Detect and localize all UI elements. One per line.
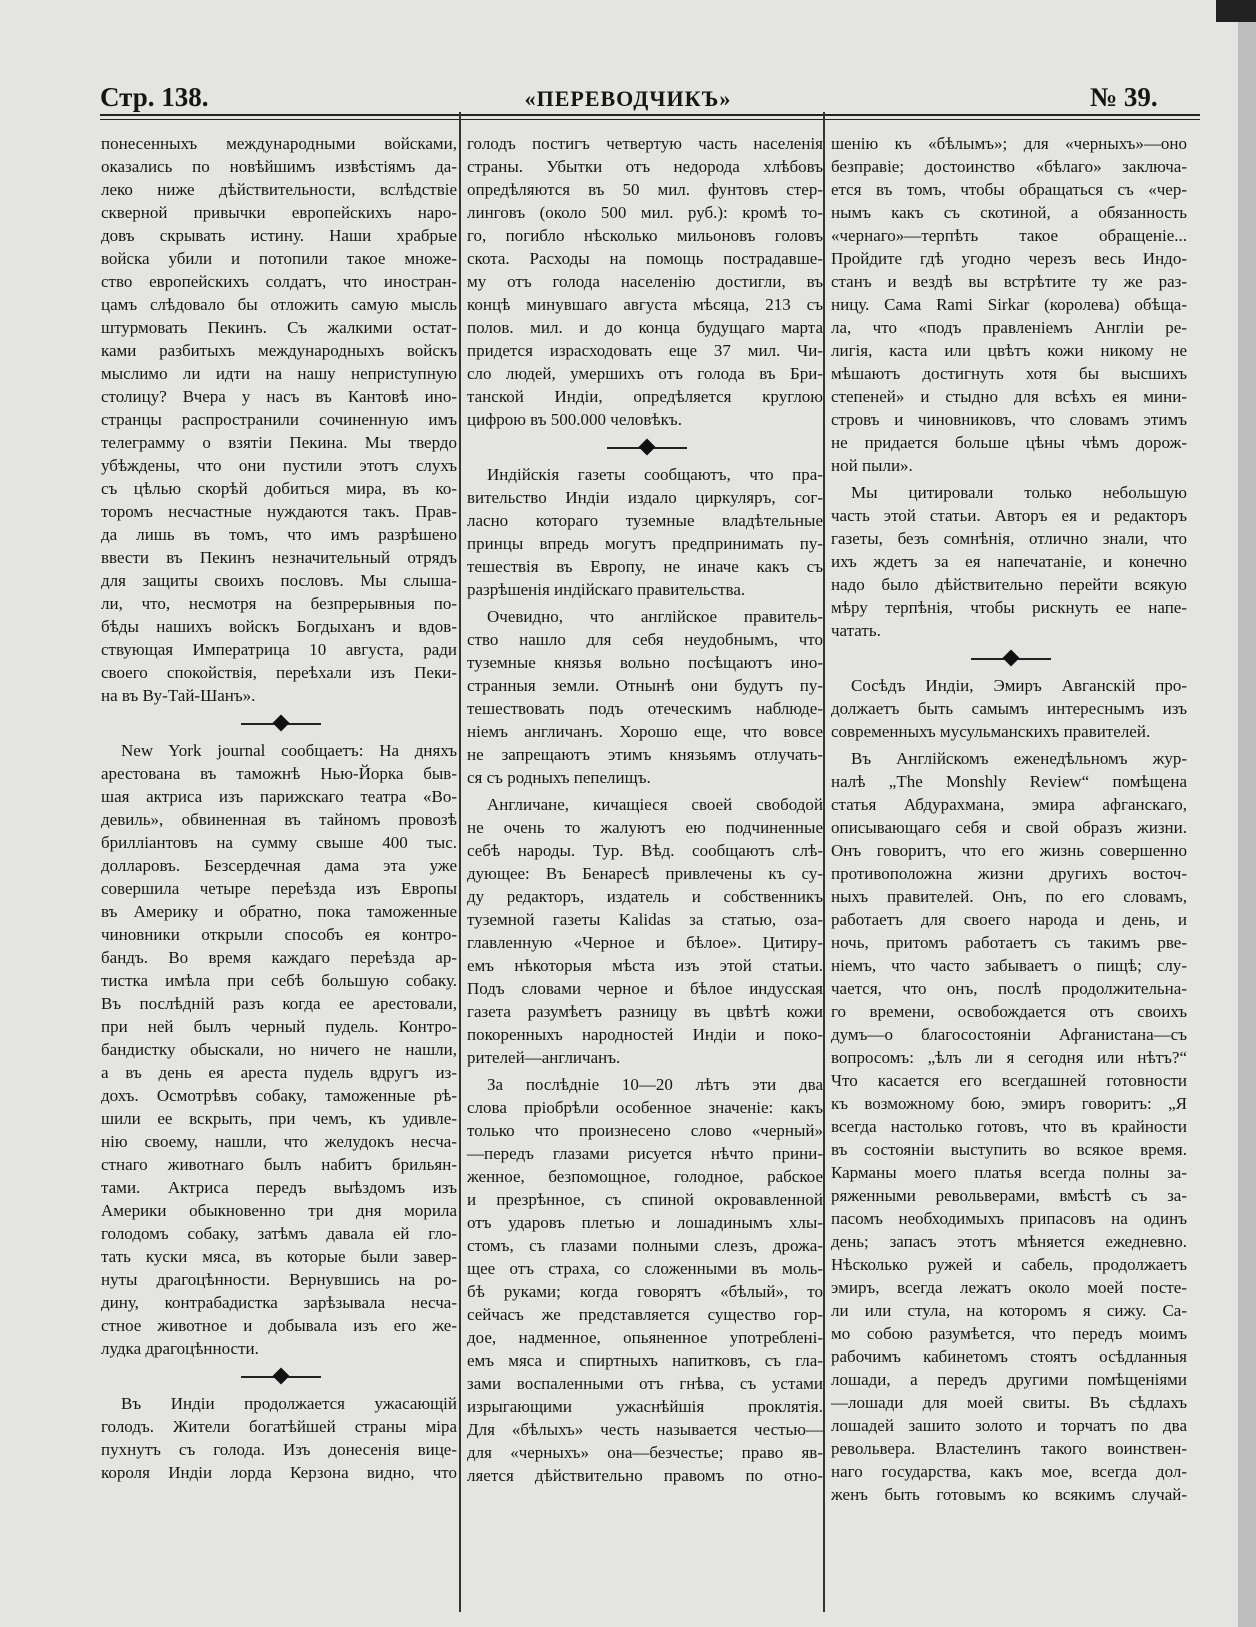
- text-line: ется въ томъ, чтобы обращаться съ «чер-: [831, 180, 1187, 199]
- text-line: эмиръ, всегда лежатъ около моей посте-: [831, 1278, 1187, 1297]
- page-number: Стр. 138.: [100, 82, 209, 112]
- text-line: емъ нѣкоторыя мѣста изъ этой статьи.: [467, 956, 823, 975]
- column-2: [467, 132, 823, 1491]
- text-line: ласно котораго туземные владѣтельные: [467, 511, 823, 530]
- text-line: лудка драгоцѣнности.: [101, 1339, 259, 1358]
- article-separator-ornament: [831, 646, 1187, 672]
- text-line: статья Абдурахмана, эмира афганскаго,: [831, 795, 1187, 814]
- text-line: покоренныхъ народностей Индіи и поко-: [467, 1025, 823, 1044]
- text-line: пасомъ необходимыхъ припасовъ на одинъ: [831, 1209, 1187, 1228]
- text-line: для защиты своихъ пословъ. Мы слыша-: [101, 571, 457, 590]
- text-line: Для «бѣлыхъ» честь называется честью—: [467, 1420, 823, 1439]
- article-separator-ornament: [101, 1364, 457, 1390]
- text-line: стровъ и чиновниковъ, что словамъ этимъ: [831, 410, 1187, 429]
- text-line: оказались по новѣйшимъ извѣстіямъ да-: [101, 157, 457, 176]
- text-line: придется израсходовать еще 37 мил. Чи-: [467, 341, 823, 360]
- issue-number: № 39.: [1090, 82, 1158, 112]
- text-line: бѣды нашихъ войскъ Богдыханъ и вдов-: [101, 617, 457, 636]
- article-paragraph: [831, 481, 1187, 642]
- text-line: съ цѣлью скорѣй добиться мира, въ ко-: [101, 479, 457, 498]
- article-paragraph: [467, 1073, 823, 1487]
- text-line: сейчасъ же представляется существо гор-: [467, 1305, 823, 1324]
- text-line: дохъ. Осмотрѣвъ собаку, таможенные рѣ-: [101, 1086, 457, 1105]
- text-line: —лошади для моей свиты. Въ сѣдлахъ: [831, 1393, 1187, 1412]
- text-line: Въ послѣдній разъ когда ее арестовали,: [101, 994, 457, 1013]
- page-edge: [1238, 0, 1256, 1627]
- column-divider: [459, 112, 461, 1612]
- text-line: безправіе; достоинство «бѣлаго» заключа-: [831, 157, 1187, 176]
- header-rule: [100, 114, 1200, 116]
- text-line: Подъ словами черное и бѣлое индусская: [467, 979, 823, 998]
- text-line: страны. Убытки отъ недорода хлѣбовъ: [467, 157, 823, 176]
- text-line: понесенныхъ международными войсками,: [101, 134, 457, 153]
- text-line: работаетъ для своего народа и день, и: [831, 910, 1187, 929]
- text-line: ство нашло для себя неудобнымъ, что: [467, 630, 823, 649]
- text-line: станъ и вездѣ вы встрѣтите ту же раз-: [831, 272, 1187, 291]
- article-paragraph: [467, 793, 823, 1069]
- text-line: столицу? Вчера у насъ въ Кантовѣ ино-: [101, 387, 457, 406]
- text-line: должаетъ быть самымъ интереснымъ изъ: [831, 699, 1187, 718]
- text-line: тешествія въ Европу, не иначе какъ съ: [467, 557, 823, 576]
- text-line: туземной газеты Kalidas за статью, оза-: [467, 910, 823, 929]
- text-line: довъ скрывать истину. Наши храбрые: [101, 226, 457, 245]
- text-line: войска убили и потопили такое множе-: [101, 249, 457, 268]
- text-line: и презрѣнное, съ спиной окровавленной: [467, 1190, 823, 1209]
- text-line: мѣшаютъ достигнуть хотя бы высшихъ: [831, 364, 1187, 383]
- text-line: го, погибло нѣсколько мильоновъ головъ: [467, 226, 823, 245]
- text-line: главленную «Черное и бѣлое». Цитиру-: [467, 933, 823, 952]
- text-line: зами воспаленными отъ гнѣва, съ устами: [467, 1374, 823, 1393]
- text-line: совершила четыре переѣзда изъ Европы: [101, 879, 457, 898]
- text-line: —передъ глазами рисуется нѣчто прини-: [467, 1144, 823, 1163]
- text-line: ками разбитыхъ международныхъ войскъ: [101, 341, 457, 360]
- text-line: всегда настолько готовъ, что въ крайности: [831, 1117, 1187, 1136]
- text-line: цамъ слѣдовало бы отложить самую мысль: [101, 295, 457, 314]
- text-line: бандистку обыскали, но ничего не нашли,: [101, 1040, 457, 1059]
- text-line: линговъ (около 500 мил. руб.): кромѣ то-: [467, 203, 823, 222]
- text-line: изрыгающими ужаснѣйшія проклятія.: [467, 1397, 823, 1416]
- text-line: газета разумѣетъ разницу въ цвѣтѣ кожи: [467, 1002, 823, 1021]
- text-line: ли или стула, на которомъ я сижу. Са-: [831, 1301, 1187, 1320]
- article-paragraph: [467, 605, 823, 789]
- text-line: Въ Англійскомъ еженедѣльномъ жур-: [851, 749, 1187, 768]
- column-3: [831, 132, 1187, 1510]
- article-paragraph: [101, 1392, 457, 1484]
- column-divider: [823, 112, 825, 1612]
- text-line: на въ Ву-Тай-Шанъ».: [101, 686, 256, 705]
- text-line: наго государства, какъ мое, всегда дол-: [831, 1462, 1187, 1481]
- text-line: ввести въ Пекинъ незначительный отрядъ: [101, 548, 457, 567]
- text-line: Карманы моего платья всегда полны за-: [831, 1163, 1187, 1182]
- text-line: женъ быть готовымъ ко всякимъ случай-: [831, 1485, 1187, 1504]
- text-line: Очевидно, что англійское правитель-: [487, 607, 823, 626]
- text-line: Пройдите гдѣ угодно черезъ весь Индо-: [831, 249, 1187, 268]
- text-line: Индійскія газеты сообщаютъ, что пра-: [487, 465, 823, 484]
- text-line: мѣру терпѣнія, чтобы рискнуть ее напе-: [831, 598, 1187, 617]
- text-line: степеней» и стыдно для всѣхъ ея мини-: [831, 387, 1187, 406]
- article-paragraph: [831, 747, 1187, 1506]
- text-line: полов. мил. и до конца будущаго марта: [467, 318, 823, 337]
- text-line: убѣждены, что они пустили этотъ слухъ: [101, 456, 457, 475]
- text-line: Америки обыкновенно три дня морила: [101, 1201, 457, 1220]
- column-1: [101, 132, 457, 1488]
- text-line: За послѣдніе 10—20 лѣтъ эти два: [487, 1075, 823, 1094]
- text-line: бѣ руками; когда говорятъ «бѣлый», то: [467, 1282, 823, 1301]
- text-line: емъ мяса и спиртныхъ напитковъ, съ гла-: [467, 1351, 823, 1370]
- text-line: стнаго животнаго былъ набитъ брильян-: [101, 1155, 457, 1174]
- text-line: надо было дѣйствительно перейти всякую: [831, 575, 1187, 594]
- text-line: штурмовать Пекинъ. Съ жалкими остат-: [101, 318, 457, 337]
- text-line: своего спокойствія, переѣхали изъ Пеки-: [101, 663, 457, 682]
- text-line: часть этой статьи. Авторъ ея и редакторъ: [831, 506, 1187, 525]
- text-line: да лишь въ томъ, что имъ разрѣшено: [101, 525, 457, 544]
- text-line: цифрою въ 500.000 человѣкъ.: [467, 410, 682, 429]
- article-paragraph: [831, 132, 1187, 477]
- text-line: нію своему, нашли, что желудокъ несча-: [101, 1132, 457, 1151]
- text-line: ряженными револьверами, вмѣстѣ съ за-: [831, 1186, 1187, 1205]
- text-line: для «черныхъ» она—безчестье; право яв-: [467, 1443, 823, 1462]
- text-line: современныхъ мусульманскихъ правителей.: [831, 722, 1151, 741]
- text-line: тами. Актриса передъ выѣздомъ изъ: [101, 1178, 457, 1197]
- text-line: въ Америку и обратно, пока таможенные: [101, 902, 457, 921]
- text-line: дое, надменное, опьяненное употребленi-: [467, 1328, 823, 1347]
- text-line: му отъ голода населенію достигли, въ: [467, 272, 823, 291]
- text-line: короля Индіи лорда Керзона видно, что: [101, 1463, 457, 1482]
- text-line: отъ ударовъ плетью и лошадинымъ хлы-: [467, 1213, 823, 1232]
- text-line: газеты, безъ сомнѣнія, отлично знали, что: [831, 529, 1187, 548]
- text-line: стомъ, съ глазами полными слезъ, дрожа-: [467, 1236, 823, 1255]
- text-line: слова пріобрѣли особенное значеніе: какъ: [467, 1098, 823, 1117]
- text-line: Онъ говоритъ, что его жизнь совершенно: [831, 841, 1187, 860]
- text-line: концѣ минувшаго августа мѣсяца, 213 съ: [467, 295, 823, 314]
- text-line: ихъ ждетъ за ея напечатаніе, и конечно: [831, 552, 1187, 571]
- newspaper-title: «ПЕРЕВОДЧИКЪ»: [524, 86, 732, 111]
- text-line: скверной привычки европейскихъ наро-: [101, 203, 457, 222]
- text-line: шая актриса изъ парижскаго театра «Во-: [101, 787, 457, 806]
- text-line: не очень то жалуютъ ею подчиненные: [467, 818, 823, 837]
- text-line: ночь, притомъ работаетъ съ такимъ рве-: [831, 933, 1187, 952]
- text-line: торомъ несчастные нуждаются такъ. Прав-: [101, 502, 457, 521]
- article-separator-ornament: [467, 435, 823, 461]
- text-line: ли, что, несмотря на безпрерывныя по-: [101, 594, 457, 613]
- text-line: ствующая Императрица 10 августа, ради: [101, 640, 457, 659]
- text-line: «чернаго»—терпѣть такое обращеніе...: [831, 226, 1187, 245]
- text-line: сло людей, умершихъ отъ голода въ Бри-: [467, 364, 823, 383]
- text-line: го времени, освобождается отъ своихъ: [831, 1002, 1187, 1021]
- text-line: рителей—англичанъ.: [467, 1048, 621, 1067]
- text-line: тешествовать подъ отеческимъ наблюде-: [467, 699, 823, 718]
- article-paragraph: [101, 739, 457, 1360]
- text-line: ницу. Сама Rami Sirkar (королева) обѣща-: [831, 295, 1187, 314]
- text-line: голодъ постигъ четвертую часть населенія: [467, 134, 823, 153]
- text-line: девиль», обвиненная въ тайномъ провозѣ: [101, 810, 457, 829]
- text-line: Въ Индіи продолжается ужасающій: [121, 1394, 457, 1413]
- text-line: голодъ. Жители богатѣйшей страны міра: [101, 1417, 457, 1436]
- text-line: рабочимъ кабинетомъ стоятъ осѣдланныя: [831, 1347, 1187, 1366]
- text-line: чается, что онъ, послѣ продолжительна-: [831, 979, 1187, 998]
- text-line: ляется дѣйствительно правомъ по отно-: [467, 1466, 823, 1485]
- text-line: тистка имѣла при себѣ большую собаку.: [101, 971, 457, 990]
- text-line: New York journal сообщаетъ: На дняхъ: [121, 741, 457, 760]
- text-line: чиновники открыли способъ ея контро-: [101, 925, 457, 944]
- text-line: телеграмму о взятіи Пекина. Мы твердо: [101, 433, 457, 452]
- text-line: странныя земли. Отнынѣ они будутъ пу-: [467, 676, 823, 695]
- text-line: ныхъ правителей. Онъ, по его словамъ,: [831, 887, 1187, 906]
- header-rule-thin: [100, 119, 1200, 120]
- text-line: вительство Индіи издало циркуляръ, сог-: [467, 488, 823, 507]
- text-line: шили ее вскрыть, при чемъ, къ удивле-: [101, 1109, 457, 1128]
- text-line: а въ день ея ареста пудель вдругъ из-: [101, 1063, 457, 1082]
- text-line: Сосѣдъ Индіи, Эмиръ Авганскій про-: [851, 676, 1187, 695]
- article-paragraph: [101, 132, 457, 707]
- text-line: ніемъ, что часто забываетъ о пищѣ; слу-: [831, 956, 1187, 975]
- text-line: долларовъ. Безсердечная дама эта уже: [101, 856, 457, 875]
- text-line: нуты драгоцѣнности. Вернувшись на ро-: [101, 1270, 457, 1289]
- text-line: ной пыли».: [831, 456, 913, 475]
- text-line: ніемъ англичанъ. Хорошо еще, что вовсе: [467, 722, 823, 741]
- text-line: Англичане, кичащіеся своей свободой: [487, 795, 823, 814]
- text-line: ся съ родныхъ пепелищъ.: [467, 768, 651, 787]
- text-line: бандъ. Во время каждаго переѣзда ар-: [101, 948, 457, 967]
- text-line: при ней былъ черный пудель. Контро-: [101, 1017, 457, 1036]
- text-line: лошадей зашито золото и торчатъ по два: [831, 1416, 1187, 1435]
- text-line: странцы распространили сочиненную имъ: [101, 410, 457, 429]
- text-line: скота. Расходы на помощь пострадавше-: [467, 249, 823, 268]
- text-line: щее отъ страха, со сложенными въ моль-: [467, 1259, 823, 1278]
- text-line: шенію къ «бѣлымъ»; для «черныхъ»—оно: [831, 134, 1187, 153]
- text-line: дину, контрабадистка зарѣзывала несча-: [101, 1293, 457, 1312]
- text-line: думъ—о благосостояніи Афганистана—съ: [831, 1025, 1187, 1044]
- text-line: лигія, каста или цвѣтъ кожи никому не: [831, 341, 1187, 360]
- text-line: пухнутъ съ голода. Изъ донесенія вице-: [101, 1440, 457, 1459]
- text-line: день; запасъ этотъ мѣняется ежедневно.: [831, 1232, 1187, 1251]
- text-line: Мы цитировали только небольшую: [851, 483, 1187, 502]
- text-line: чатать.: [831, 621, 881, 640]
- text-line: налѣ „The Monshly Review“ помѣщена: [831, 772, 1187, 791]
- text-line: мыслимо ли идти на нашу неприступную: [101, 364, 457, 383]
- text-line: лошади, а передъ другими помѣщеніями: [831, 1370, 1187, 1389]
- text-line: револьвера. Властелинъ такого воинствен-: [831, 1439, 1187, 1458]
- text-line: стное животное и добывала изъ его же-: [101, 1316, 457, 1335]
- text-line: ство европейскихъ солдатъ, что иностран-: [101, 272, 457, 291]
- text-line: мо собою разумѣется, что передъ моимъ: [831, 1324, 1187, 1343]
- text-line: женное, безпомощное, голодное, рабское: [467, 1167, 823, 1186]
- text-line: описывающаго себя и свой образъ жизни.: [831, 818, 1187, 837]
- text-line: не придается больше цѣны чѣмъ дорож-: [831, 433, 1187, 452]
- text-line: туземные князья вольно посѣщаютъ ино-: [467, 653, 823, 672]
- text-line: леко ниже дѣйствительности, вслѣдствіе: [101, 180, 457, 199]
- text-line: не запрещаютъ этимъ князьямъ отлучать-: [467, 745, 823, 764]
- text-line: тать куски мяса, въ которые были завер-: [101, 1247, 457, 1266]
- text-line: нымъ какъ съ скотиной, а обязанность: [831, 203, 1187, 222]
- article-paragraph: [831, 674, 1187, 743]
- text-line: противоположна жизни другихъ восточ-: [831, 864, 1187, 883]
- text-line: ду редакторъ, издатель и собственникъ: [467, 887, 823, 906]
- article-paragraph: [467, 132, 823, 431]
- text-line: себѣ народы. Тур. Вѣд. сообщаютъ слѣ-: [467, 841, 823, 860]
- text-line: дующее: Въ Бенаресѣ привлечены къ су-: [467, 864, 823, 883]
- text-line: въ состояніи выступить во всякое время.: [831, 1140, 1187, 1159]
- article-separator-ornament: [101, 711, 457, 737]
- scan-corner: [1216, 0, 1256, 22]
- article-paragraph: [467, 463, 823, 601]
- text-line: арестована въ таможнѣ Нью-Йорка быв-: [101, 764, 457, 783]
- text-line: бриллiантовъ на сумму свыше 400 тыс.: [101, 833, 457, 852]
- text-line: вопросомъ: „ѣлъ ли я сегодня или нѣтъ?“: [831, 1048, 1187, 1067]
- text-line: разрѣшенія индійскаго правительства.: [467, 580, 746, 599]
- text-line: голодомъ собаку, затѣмъ давала ей гло-: [101, 1224, 457, 1243]
- text-line: къ возможному бою, эмиръ говоритъ: „Я: [831, 1094, 1187, 1113]
- text-line: ла, что «подъ правленіемъ Англіи ре-: [831, 318, 1187, 337]
- text-line: танской Индіи, опредѣляется круглою: [467, 387, 823, 406]
- text-line: принцы впредь могутъ предпринимать пу-: [467, 534, 823, 553]
- text-line: опредѣляются въ 50 мил. фунтовъ стер-: [467, 180, 823, 199]
- text-line: Нѣсколько ружей и сабель, продолжаетъ: [831, 1255, 1187, 1274]
- text-line: только что произнесено слово «черный»: [467, 1121, 823, 1140]
- text-line: Что касается его всегдашней готовности: [831, 1071, 1187, 1090]
